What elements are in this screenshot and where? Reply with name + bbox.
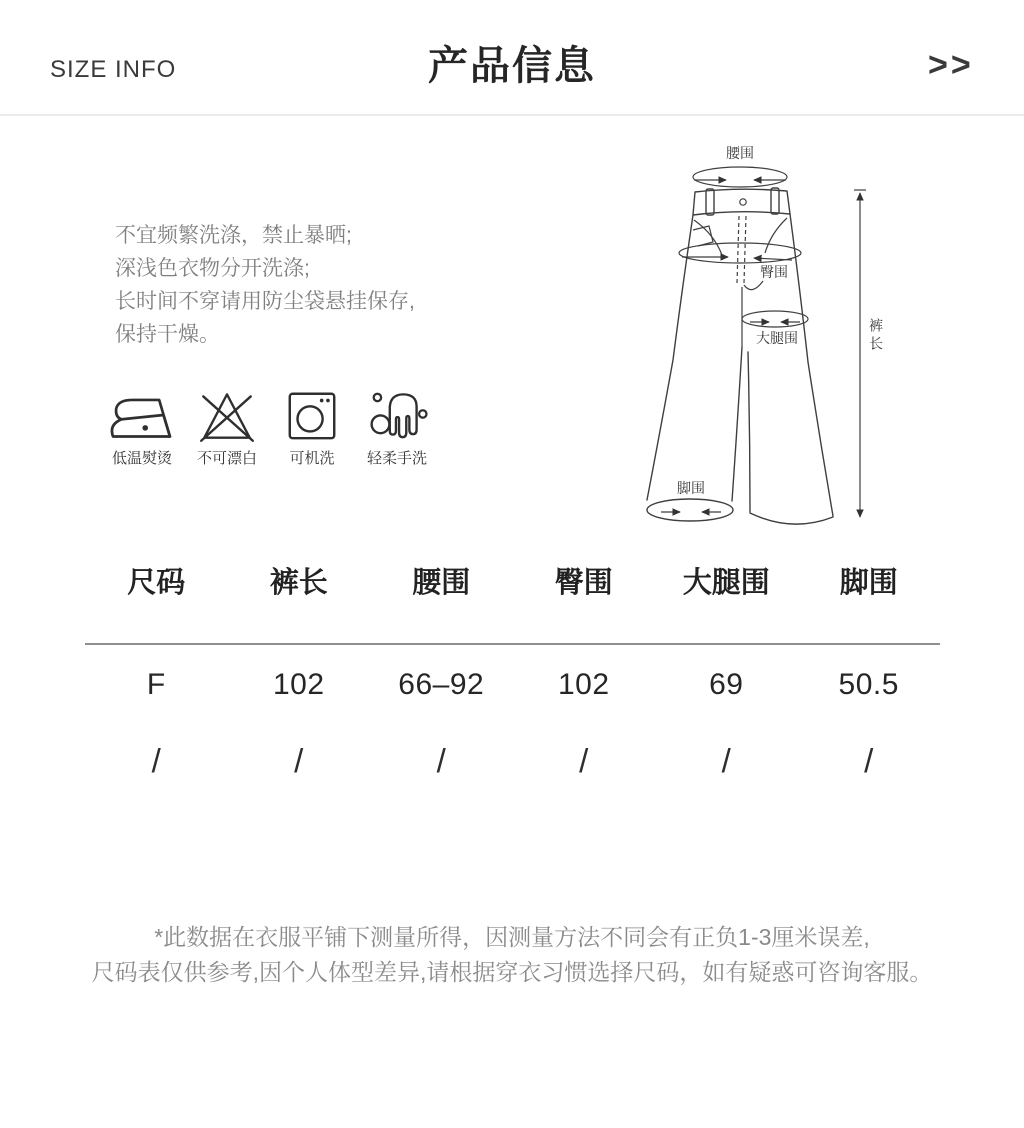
- size-table-row-empty: [85, 742, 940, 780]
- care-line: 不宜频繁洗涤，禁止暴晒;: [115, 224, 352, 247]
- col-header-size: 尺码: [127, 567, 186, 599]
- care-icons-row: [106, 386, 433, 468]
- care-line: 保持干燥。: [115, 323, 220, 346]
- care-item-iron: [106, 386, 178, 468]
- pants-measurement-diagram: [620, 140, 900, 540]
- care-instructions: [115, 219, 415, 351]
- cell-thigh: 69: [709, 668, 744, 701]
- measurement-disclaimer: [0, 920, 1024, 990]
- cell-hip: /: [579, 742, 589, 779]
- cell-leg-opening: /: [864, 742, 874, 779]
- cell-pant-length: /: [294, 742, 304, 779]
- cell-size: F: [146, 668, 166, 701]
- care-icon-label: 低温熨烫: [111, 450, 172, 467]
- cell-leg-opening: 50.5: [838, 668, 899, 701]
- pant-length-measure: [854, 190, 866, 517]
- size-table-header-row: [85, 560, 940, 601]
- disclaimer-line: *此数据在衣服平铺下测量所得，因测量方法不同会有正负1-3厘米误差,: [154, 924, 870, 950]
- header-divider: [0, 114, 1024, 116]
- page-title: 产品信息: [428, 44, 596, 88]
- double-chevron-right-icon: >>: [928, 46, 974, 84]
- care-line: 长时间不穿请用防尘袋悬挂保存,: [115, 290, 415, 313]
- cell-hip: 102: [557, 668, 610, 701]
- cell-pant-length: 102: [272, 668, 325, 701]
- cell-waist: 66–92: [398, 668, 485, 701]
- col-header-thigh: 大腿围: [682, 567, 770, 599]
- care-item-machine-wash: [276, 386, 348, 468]
- pant-length-label: 裤长: [868, 318, 884, 354]
- cell-thigh: /: [721, 742, 731, 779]
- leg-opening-label: 脚围: [677, 480, 705, 496]
- pants-outline: [647, 188, 833, 524]
- waist-ellipse: [693, 167, 787, 187]
- care-line: 深浅色衣物分开洗涤;: [115, 257, 310, 280]
- col-header-waist: 腰围: [412, 567, 471, 599]
- care-item-no-bleach: [191, 386, 263, 468]
- col-header-leg-opening: 脚围: [839, 567, 898, 599]
- cell-waist: /: [436, 742, 446, 779]
- care-item-hand-wash: [361, 386, 433, 468]
- thigh-label: 大腿围: [756, 330, 798, 346]
- care-icon-label: 可机洗: [289, 450, 335, 467]
- iron-low-icon: [107, 386, 177, 444]
- cell-size: /: [151, 742, 161, 779]
- table-divider: [85, 643, 940, 645]
- disclaimer-line: 尺码表仅供参考,因个人体型差异,请根据穿衣习惯选择尺码，如有疑惑可咨询客服。: [91, 959, 933, 985]
- no-bleach-icon: [194, 386, 260, 444]
- col-header-pant-length: 裤长: [269, 567, 328, 599]
- col-header-hip: 臀围: [554, 567, 613, 599]
- size-table-row-f: [85, 668, 940, 702]
- machine-wash-icon: [283, 386, 341, 444]
- size-info-label: SIZE INFO: [50, 56, 177, 83]
- care-icon-label: 不可漂白: [196, 450, 257, 467]
- waist-label: 腰围: [726, 145, 754, 161]
- gentle-hand-wash-icon: [364, 386, 430, 444]
- thigh-ellipse: [742, 311, 808, 327]
- care-icon-label: 轻柔手洗: [366, 450, 427, 467]
- hip-label: 臀围: [760, 264, 788, 280]
